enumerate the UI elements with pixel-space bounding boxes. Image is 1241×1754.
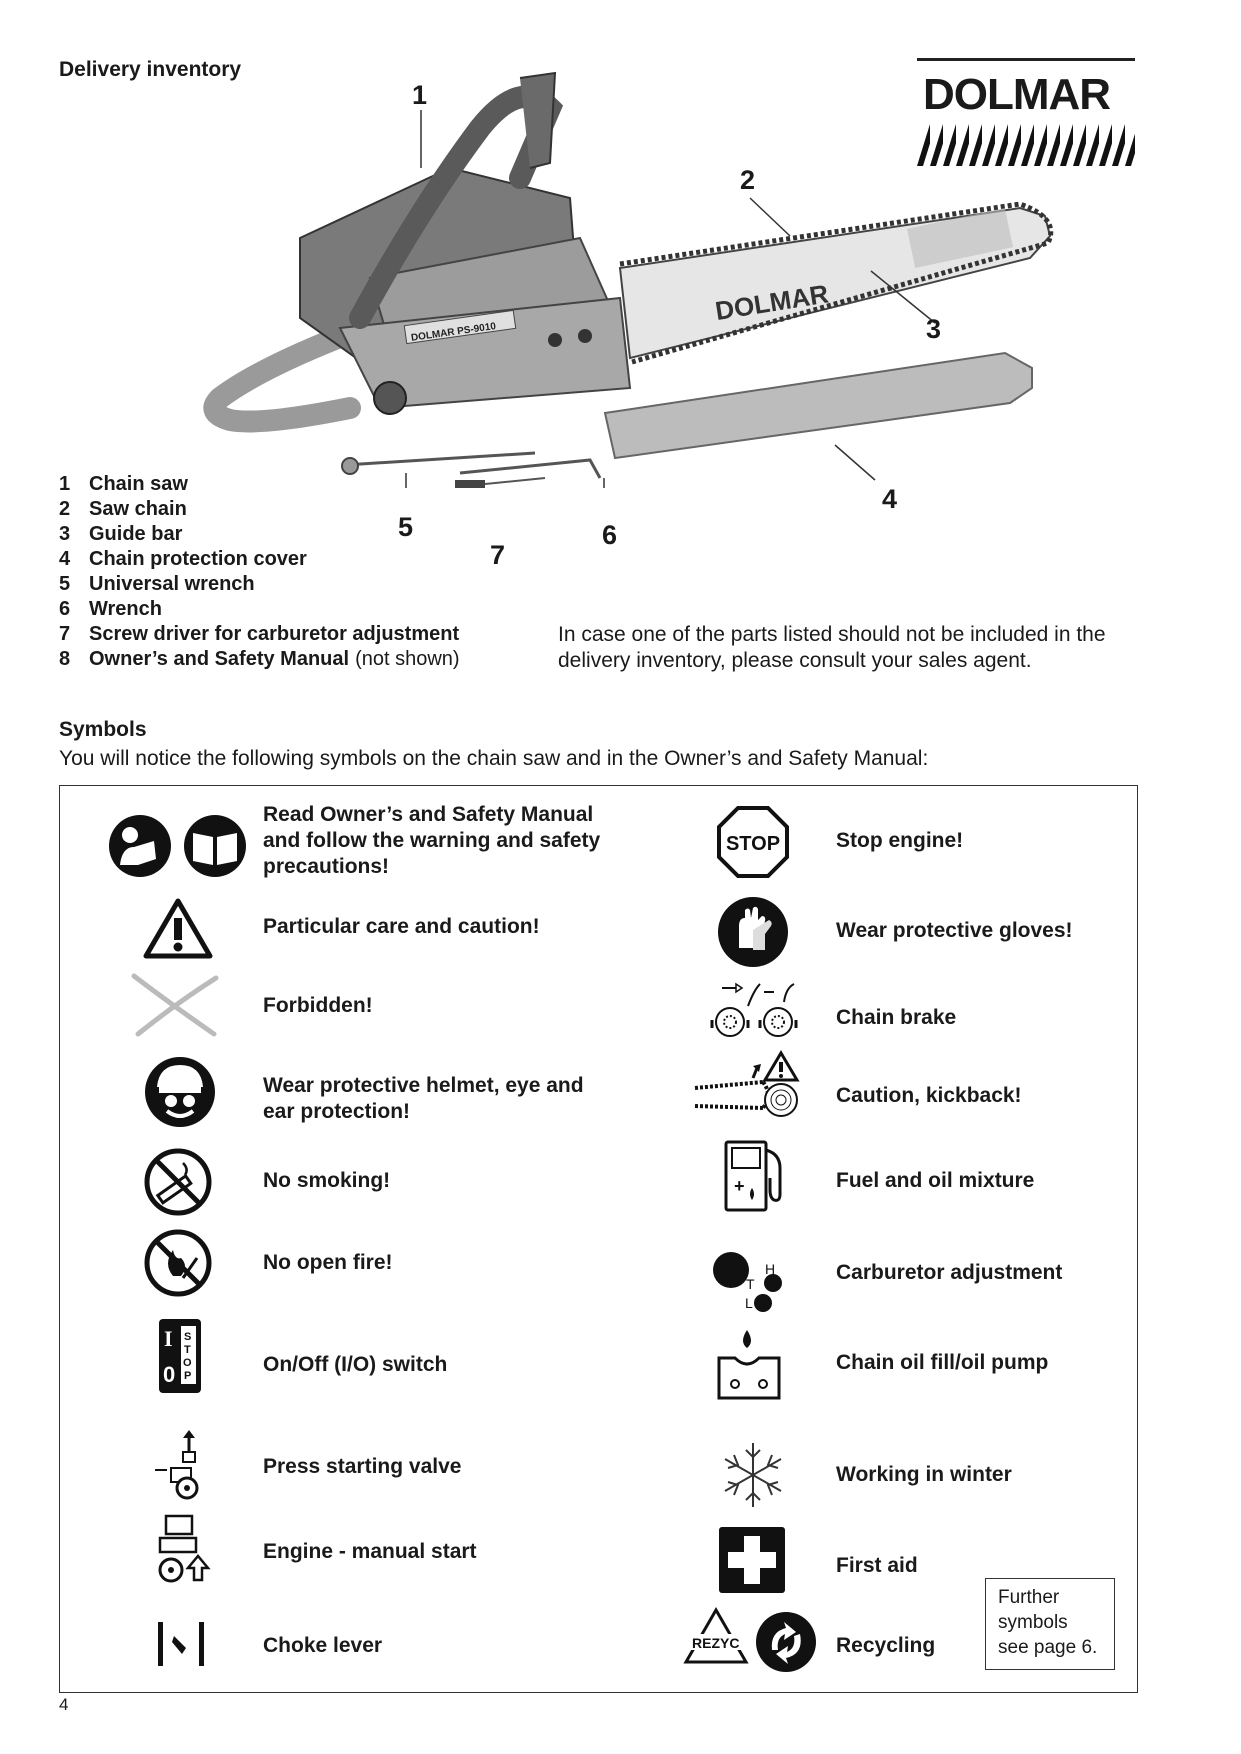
callout-6: 6	[602, 520, 618, 550]
symbol-label-no-fire: No open fire!	[263, 1251, 393, 1274]
stop-letter: T	[184, 1344, 191, 1356]
stop-sign-text: STOP	[725, 833, 781, 855]
oil-fill-icon	[713, 1328, 785, 1404]
carb-letter: H	[765, 1261, 776, 1277]
chain-brake-icon	[708, 980, 804, 1046]
carburetor-icon	[710, 1250, 790, 1320]
inventory-item: 5 Universal wrench	[59, 573, 255, 595]
further-symbols-note: Further symbols see page 6.	[985, 1578, 1115, 1670]
symbol-label-starting-valve: Press starting valve	[263, 1455, 462, 1478]
symbol-label-chain-brake: Chain brake	[836, 1006, 957, 1029]
symbol-label-gloves: Wear protective gloves!	[836, 919, 1073, 942]
symbol-label-oil-fill: Chain oil fill/oil pump	[836, 1351, 1049, 1374]
starting-valve-icon	[153, 1428, 209, 1502]
carb-letter: L	[745, 1295, 753, 1311]
manual-start-icon	[156, 1512, 212, 1588]
symbol-label-recycling: Recycling	[836, 1634, 936, 1657]
inventory-item: 8 Owner’s and Safety Manual (not shown)	[59, 648, 460, 670]
symbol-label-choke: Choke lever	[263, 1634, 383, 1657]
section-title-symbols: Symbols	[59, 718, 147, 741]
inventory-item: 7 Screw driver for carburetor adjustment	[59, 623, 460, 645]
model-plate-label: DOLMAR PS-9010	[410, 321, 497, 344]
fuel-pump-icon	[722, 1138, 798, 1214]
inventory-item: 4 Chain protection cover	[59, 548, 307, 570]
symbol-label-no-smoking: No smoking!	[263, 1169, 391, 1192]
symbol-label-manual-start: Engine - manual start	[263, 1540, 477, 1563]
symbol-label-winter: Working in winter	[836, 1463, 1012, 1486]
forbidden-cross-icon	[128, 968, 220, 1044]
inventory-item: 6 Wrench	[59, 598, 162, 620]
on-off-switch-icon	[158, 1318, 202, 1394]
symbol-label-first-aid: First aid	[836, 1554, 918, 1577]
no-fire-icon	[143, 1228, 213, 1298]
callout-3: 3	[926, 314, 942, 344]
stop-letter: S	[184, 1331, 192, 1343]
bar-brand-label: DOLMAR	[713, 278, 831, 327]
callout-2: 2	[740, 165, 756, 195]
chainsaw-illustration	[200, 68, 1060, 488]
svg-text:0: 0	[163, 1362, 176, 1387]
manual-icon	[108, 813, 248, 879]
symbol-label-forbidden: Forbidden!	[263, 994, 373, 1017]
no-smoking-icon	[143, 1147, 213, 1217]
symbol-label-manual: Read Owner’s and Safety Manual and follow the warning and safety precautions!	[263, 803, 601, 878]
inventory-list	[59, 472, 460, 672]
warning-triangle-icon	[143, 898, 213, 960]
kickback-icon	[693, 1050, 803, 1120]
svg-text:I: I	[164, 1326, 173, 1351]
symbols-intro: You will notice the following symbols on the chain saw and in the Owner’s and Safety Manual:	[59, 747, 929, 770]
callout-5: 5	[398, 512, 414, 542]
snowflake-icon	[718, 1440, 788, 1510]
helmet-icon	[143, 1055, 217, 1129]
callout-4: 4	[882, 484, 898, 514]
stop-sign-icon	[717, 806, 789, 878]
inventory-item: 3 Guide bar	[59, 523, 183, 545]
choke-lever-icon	[154, 1618, 208, 1670]
page-number: 4	[59, 1695, 69, 1714]
symbol-label-caution: Particular care and caution!	[263, 915, 540, 938]
carb-letter: T	[746, 1276, 755, 1292]
dolmar-logo-text: DOLMAR	[923, 70, 1111, 119]
stop-letter: P	[184, 1370, 192, 1382]
symbol-label-kickback: Caution, kickback!	[836, 1084, 1022, 1107]
recycling-icon	[678, 1602, 818, 1678]
inventory-item: 2 Saw chain	[59, 498, 187, 520]
callout-7: 7	[490, 540, 506, 570]
svg-text:+: +	[734, 1176, 745, 1196]
svg-text:REZYC: REZYC	[692, 1635, 740, 1651]
inventory-item: 1 Chain saw	[59, 473, 188, 495]
section-title-delivery-inventory: Delivery inventory	[59, 58, 242, 81]
symbol-label-stop: Stop engine!	[836, 829, 964, 852]
symbol-label-on-off: On/Off (I/O) switch	[263, 1353, 448, 1376]
symbol-label-fuel: Fuel and oil mixture	[836, 1169, 1035, 1192]
first-aid-icon	[718, 1526, 786, 1594]
stop-letter: O	[183, 1357, 192, 1369]
callout-1: 1	[412, 80, 428, 110]
symbol-label-carburetor: Carburetor adjustment	[836, 1261, 1063, 1284]
symbol-label-helmet: Wear protective helmet, eye and ear protection!	[263, 1074, 584, 1123]
gloves-icon	[717, 896, 789, 968]
missing-parts-note: In case one of the parts listed should not be included in the delivery inventory, please consult your sales agent.	[558, 623, 1106, 672]
